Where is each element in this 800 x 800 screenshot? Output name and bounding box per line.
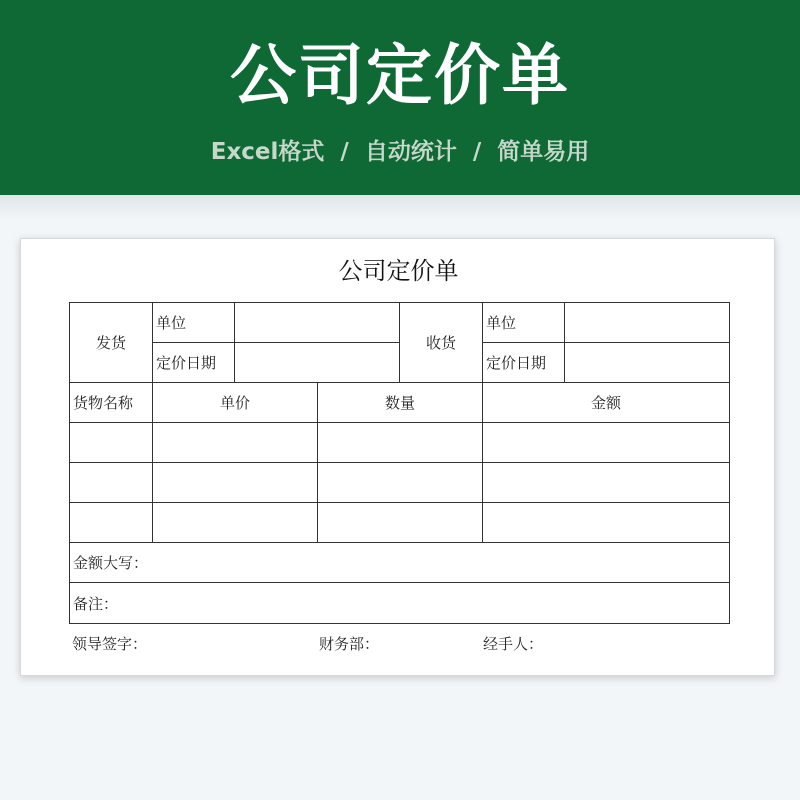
finance-department-label: 财务部： <box>319 635 380 653</box>
table-cell-amount[interactable] <box>483 503 729 543</box>
banner-shadow <box>0 195 800 221</box>
receive-price-date-label: 定价日期 <box>483 343 565 383</box>
table-cell-goods-name[interactable] <box>70 463 153 503</box>
ship-price-date-field[interactable] <box>235 343 400 383</box>
receive-unit-field[interactable] <box>565 303 729 343</box>
handler-label: 经手人： <box>483 635 544 653</box>
table-cell-quantity[interactable] <box>318 503 483 543</box>
receive-unit-label: 单位 <box>483 303 565 343</box>
receive-label: 收货 <box>400 303 483 383</box>
table-cell-amount[interactable] <box>483 423 729 463</box>
column-header-quantity: 数量 <box>318 383 483 423</box>
column-header-goods-name: 货物名称 <box>70 383 153 423</box>
ship-unit-label: 单位 <box>153 303 235 343</box>
table-cell-goods-name[interactable] <box>70 503 153 543</box>
receive-price-date-field[interactable] <box>565 343 729 383</box>
table-cell-quantity[interactable] <box>318 423 483 463</box>
table-cell-unit-price[interactable] <box>153 463 318 503</box>
table-cell-quantity[interactable] <box>318 463 483 503</box>
table-cell-amount[interactable] <box>483 463 729 503</box>
pricing-form-card <box>20 238 775 676</box>
form-title: 公司定价单 <box>338 257 459 285</box>
column-header-amount: 金额 <box>483 383 729 423</box>
remarks-field[interactable]: 备注： <box>73 594 119 613</box>
ship-price-date-label: 定价日期 <box>153 343 235 383</box>
ship-label: 发货 <box>70 303 153 383</box>
table-cell-goods-name[interactable] <box>70 423 153 463</box>
column-header-unit-price: 单价 <box>153 383 318 423</box>
ship-unit-field[interactable] <box>235 303 400 343</box>
amount-in-words-field[interactable]: 金额大写： <box>70 543 729 583</box>
banner-subtitle: Excel格式 / 自动统计 / 简单易用 <box>210 139 590 165</box>
banner-title: 公司定价单 <box>230 37 570 114</box>
header-banner <box>0 0 800 195</box>
pricing-form-table <box>69 302 730 624</box>
table-cell-unit-price[interactable] <box>153 423 318 463</box>
leader-signature-label: 领导签字： <box>72 635 148 653</box>
table-cell-unit-price[interactable] <box>153 503 318 543</box>
